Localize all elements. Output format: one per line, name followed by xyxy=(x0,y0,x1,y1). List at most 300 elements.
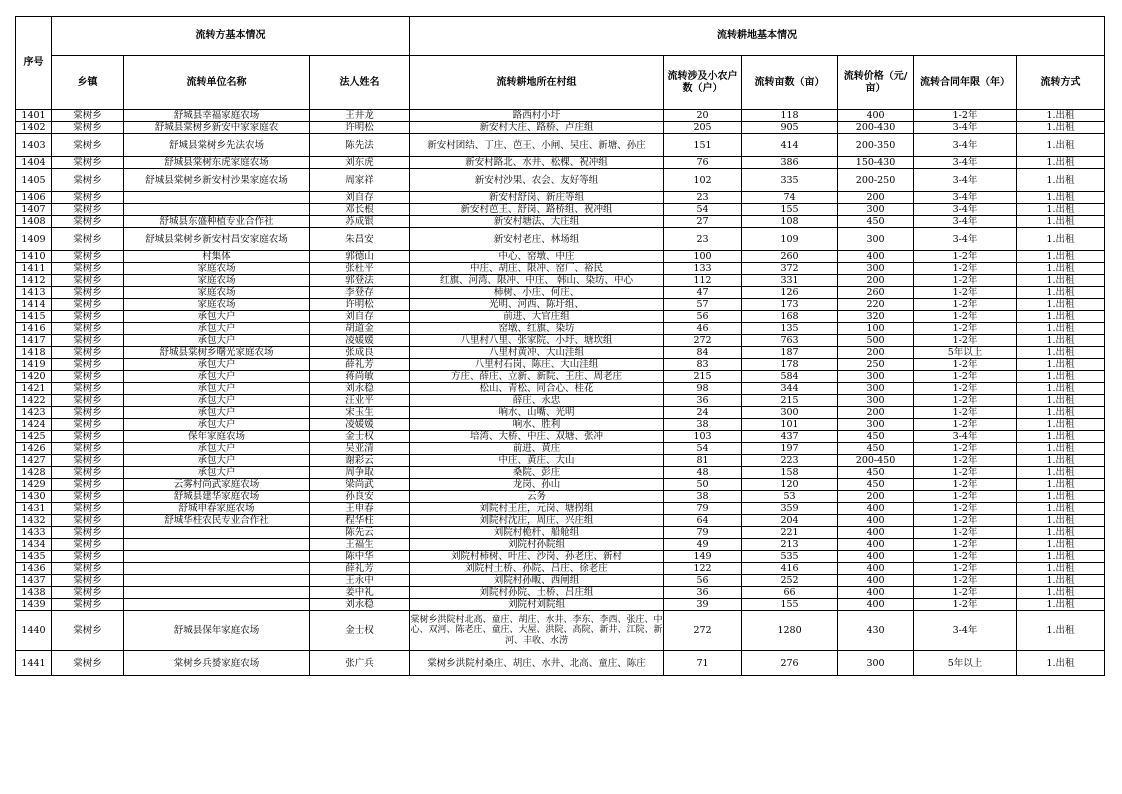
cell-method: 1.出租 xyxy=(1017,216,1105,228)
cell-village: 新安村老庄、林场组 xyxy=(410,228,664,251)
cell-price: 300 xyxy=(838,419,914,431)
cell-unit: 承包大户 xyxy=(124,323,310,335)
cell-price: 400 xyxy=(838,563,914,575)
cell-village: 八里村石岗、陈庄、大山洼组 xyxy=(410,359,664,371)
cell-unit: 舒城县幸福家庭农场 xyxy=(124,110,310,122)
cell-legal: 刘自存 xyxy=(310,192,410,204)
cell-legal: 张成良 xyxy=(310,347,410,359)
cell-households: 103 xyxy=(664,431,742,443)
cell-area: 344 xyxy=(742,383,838,395)
cell-village: 响水、胜利 xyxy=(410,419,664,431)
cell-village: 培湾、大桥、中庄、双塘、张冲 xyxy=(410,431,664,443)
cell-term: 1-2年 xyxy=(914,299,1017,311)
cell-village: 响水、山嘴、光明 xyxy=(410,407,664,419)
cell-method: 1.出租 xyxy=(1017,110,1105,122)
cell-term: 1-2年 xyxy=(914,551,1017,563)
cell-price: 200 xyxy=(838,347,914,359)
cell-households: 23 xyxy=(664,228,742,251)
cell-households: 27 xyxy=(664,216,742,228)
table-row xyxy=(16,204,1105,216)
cell-area: 126 xyxy=(742,287,838,299)
cell-seq: 1441 xyxy=(16,651,52,676)
cell-area: 1280 xyxy=(742,611,838,651)
cell-method: 1.出租 xyxy=(1017,611,1105,651)
cell-legal: 刘东虎 xyxy=(310,157,410,169)
cell-method: 1.出租 xyxy=(1017,599,1105,611)
col-header-price: 流转价格（元/亩） xyxy=(838,56,914,110)
cell-households: 56 xyxy=(664,575,742,587)
table-row xyxy=(16,611,1105,651)
cell-unit: 承包大户 xyxy=(124,311,310,323)
cell-term: 3-4年 xyxy=(914,431,1017,443)
cell-legal: 王福生 xyxy=(310,539,410,551)
cell-area: 204 xyxy=(742,515,838,527)
group-header-party: 流转方基本情况 xyxy=(52,17,410,56)
cell-households: 205 xyxy=(664,122,742,134)
cell-term: 1-2年 xyxy=(914,467,1017,479)
cell-price: 320 xyxy=(838,311,914,323)
table-row xyxy=(16,287,1105,299)
cell-area: 120 xyxy=(742,479,838,491)
cell-price: 400 xyxy=(838,503,914,515)
table-row xyxy=(16,563,1105,575)
cell-village: 龙岗、孙山 xyxy=(410,479,664,491)
cell-seq: 1419 xyxy=(16,359,52,371)
table-row xyxy=(16,443,1105,455)
cell-legal: 胡道金 xyxy=(310,323,410,335)
cell-households: 79 xyxy=(664,503,742,515)
table-row xyxy=(16,122,1105,134)
cell-unit: 舒城县保年家庭农场 xyxy=(124,611,310,651)
cell-method: 1.出租 xyxy=(1017,204,1105,216)
cell-method: 1.出租 xyxy=(1017,228,1105,251)
cell-area: 584 xyxy=(742,371,838,383)
cell-town: 棠树乡 xyxy=(52,527,124,539)
cell-village: 刘院村沈庄，周庄、兴庄组 xyxy=(410,515,664,527)
cell-unit: 承包大户 xyxy=(124,395,310,407)
table-row xyxy=(16,192,1105,204)
table-row xyxy=(16,263,1105,275)
cell-area: 763 xyxy=(742,335,838,347)
cell-method: 1.出租 xyxy=(1017,347,1105,359)
table-row xyxy=(16,347,1105,359)
cell-village: 路西村小圩 xyxy=(410,110,664,122)
cell-town: 棠树乡 xyxy=(52,335,124,347)
cell-village: 中庄、胡庄、限冲、窑厂、裕民 xyxy=(410,263,664,275)
cell-seq: 1424 xyxy=(16,419,52,431)
cell-town: 棠树乡 xyxy=(52,587,124,599)
cell-method: 1.出租 xyxy=(1017,479,1105,491)
cell-term: 1-2年 xyxy=(914,395,1017,407)
cell-legal: 凌媛媛 xyxy=(310,419,410,431)
table-row xyxy=(16,587,1105,599)
cell-area: 437 xyxy=(742,431,838,443)
cell-method: 1.出租 xyxy=(1017,431,1105,443)
table-row xyxy=(16,134,1105,157)
cell-village: 方庄、薛庄、立新、新院、王庄、周老庄 xyxy=(410,371,664,383)
cell-households: 38 xyxy=(664,491,742,503)
cell-price: 300 xyxy=(838,651,914,676)
cell-unit: 舒城县建华家庭农场 xyxy=(124,491,310,503)
cell-households: 54 xyxy=(664,204,742,216)
cell-unit xyxy=(124,192,310,204)
col-header-households: 流转涉及小农户数（户） xyxy=(664,56,742,110)
cell-method: 1.出租 xyxy=(1017,443,1105,455)
cell-area: 300 xyxy=(742,407,838,419)
cell-seq: 1429 xyxy=(16,479,52,491)
cell-area: 118 xyxy=(742,110,838,122)
cell-seq: 1439 xyxy=(16,599,52,611)
cell-area: 158 xyxy=(742,467,838,479)
table-row xyxy=(16,407,1105,419)
cell-method: 1.出租 xyxy=(1017,515,1105,527)
cell-village: 新安村路北、水井、松棵、祝冲组 xyxy=(410,157,664,169)
cell-seq: 1401 xyxy=(16,110,52,122)
cell-legal: 梁尚武 xyxy=(310,479,410,491)
table-row xyxy=(16,455,1105,467)
cell-legal: 凌媛媛 xyxy=(310,335,410,347)
cell-unit: 承包大户 xyxy=(124,455,310,467)
cell-method: 1.出租 xyxy=(1017,263,1105,275)
cell-legal: 蒋尚敏 xyxy=(310,371,410,383)
cell-term: 5年以上 xyxy=(914,347,1017,359)
cell-legal: 苏成银 xyxy=(310,216,410,228)
col-header-term: 流转合同年限（年） xyxy=(914,56,1017,110)
cell-term: 1-2年 xyxy=(914,575,1017,587)
cell-term: 1-2年 xyxy=(914,479,1017,491)
cell-seq: 1438 xyxy=(16,587,52,599)
cell-households: 49 xyxy=(664,539,742,551)
cell-households: 20 xyxy=(664,110,742,122)
col-header-seq: 序号 xyxy=(16,17,52,110)
cell-seq: 1414 xyxy=(16,299,52,311)
cell-area: 223 xyxy=(742,455,838,467)
cell-seq: 1408 xyxy=(16,216,52,228)
cell-legal: 吴亚清 xyxy=(310,443,410,455)
cell-seq: 1416 xyxy=(16,323,52,335)
cell-method: 1.出租 xyxy=(1017,539,1105,551)
cell-method: 1.出租 xyxy=(1017,323,1105,335)
cell-village: 棠树乡洪院村北高、童庄、胡庄、水井、李东、李西、张庄、中心、双河、陈老庄、童庄、大屋、洪院、高院、新井、江院、新河、丰收、水涝 xyxy=(410,611,664,651)
cell-legal: 孙良安 xyxy=(310,491,410,503)
cell-seq: 1404 xyxy=(16,157,52,169)
table-row xyxy=(16,575,1105,587)
cell-legal: 汪业平 xyxy=(310,395,410,407)
cell-price: 300 xyxy=(838,371,914,383)
cell-unit xyxy=(124,551,310,563)
cell-households: 36 xyxy=(664,395,742,407)
cell-town: 棠树乡 xyxy=(52,515,124,527)
cell-unit: 承包大户 xyxy=(124,443,310,455)
cell-price: 200 xyxy=(838,192,914,204)
cell-unit: 承包大户 xyxy=(124,371,310,383)
cell-term: 5年以上 xyxy=(914,651,1017,676)
table-row xyxy=(16,216,1105,228)
cell-town: 棠树乡 xyxy=(52,275,124,287)
cell-seq: 1417 xyxy=(16,335,52,347)
cell-households: 100 xyxy=(664,251,742,263)
cell-unit: 承包大户 xyxy=(124,419,310,431)
cell-town: 棠树乡 xyxy=(52,599,124,611)
group-header-land: 流转耕地基本情况 xyxy=(410,17,1105,56)
cell-area: 276 xyxy=(742,651,838,676)
cell-town: 棠树乡 xyxy=(52,216,124,228)
cell-area: 414 xyxy=(742,134,838,157)
cell-legal: 金士权 xyxy=(310,431,410,443)
cell-area: 53 xyxy=(742,491,838,503)
cell-unit xyxy=(124,599,310,611)
cell-town: 棠树乡 xyxy=(52,122,124,134)
table-row xyxy=(16,651,1105,676)
col-header-area: 流转亩数（亩） xyxy=(742,56,838,110)
cell-price: 400 xyxy=(838,599,914,611)
cell-legal: 朱昌安 xyxy=(310,228,410,251)
cell-area: 108 xyxy=(742,216,838,228)
cell-legal: 程华柱 xyxy=(310,515,410,527)
cell-legal: 王申春 xyxy=(310,503,410,515)
cell-seq: 1403 xyxy=(16,134,52,157)
cell-seq: 1427 xyxy=(16,455,52,467)
cell-seq: 1421 xyxy=(16,383,52,395)
cell-seq: 1432 xyxy=(16,515,52,527)
cell-town: 棠树乡 xyxy=(52,611,124,651)
cell-term: 1-2年 xyxy=(914,383,1017,395)
cell-area: 335 xyxy=(742,169,838,192)
cell-seq: 1437 xyxy=(16,575,52,587)
cell-price: 450 xyxy=(838,216,914,228)
cell-term: 1-2年 xyxy=(914,407,1017,419)
cell-households: 56 xyxy=(664,311,742,323)
cell-term: 1-2年 xyxy=(914,599,1017,611)
cell-households: 46 xyxy=(664,323,742,335)
table-row xyxy=(16,371,1105,383)
cell-seq: 1428 xyxy=(16,467,52,479)
cell-legal: 许明松 xyxy=(310,122,410,134)
cell-legal: 李登存 xyxy=(310,287,410,299)
cell-village: 新安村塘法、大庄组 xyxy=(410,216,664,228)
cell-method: 1.出租 xyxy=(1017,275,1105,287)
cell-unit: 舒城县棠树乡曙光家庭农场 xyxy=(124,347,310,359)
cell-seq: 1440 xyxy=(16,611,52,651)
cell-term: 1-2年 xyxy=(914,539,1017,551)
cell-town: 棠树乡 xyxy=(52,311,124,323)
cell-price: 450 xyxy=(838,479,914,491)
cell-legal: 刘自存 xyxy=(310,311,410,323)
cell-method: 1.出租 xyxy=(1017,192,1105,204)
cell-village: 棠树乡洪院村桑庄、胡庄、水井、北高、童庄、陈庄 xyxy=(410,651,664,676)
cell-households: 149 xyxy=(664,551,742,563)
cell-households: 81 xyxy=(664,455,742,467)
cell-term: 3-4年 xyxy=(914,204,1017,216)
cell-seq: 1411 xyxy=(16,263,52,275)
cell-price: 400 xyxy=(838,539,914,551)
cell-legal: 邓长根 xyxy=(310,204,410,216)
cell-village: 刘院村刘院组 xyxy=(410,599,664,611)
cell-town: 棠树乡 xyxy=(52,299,124,311)
cell-price: 400 xyxy=(838,515,914,527)
cell-households: 112 xyxy=(664,275,742,287)
cell-town: 棠树乡 xyxy=(52,228,124,251)
cell-seq: 1405 xyxy=(16,169,52,192)
cell-method: 1.出租 xyxy=(1017,551,1105,563)
cell-price: 200-450 xyxy=(838,455,914,467)
cell-area: 135 xyxy=(742,323,838,335)
cell-unit: 承包大户 xyxy=(124,335,310,347)
cell-town: 棠树乡 xyxy=(52,503,124,515)
cell-village: 光明、河西、陈圩组、 xyxy=(410,299,664,311)
cell-unit: 家庭农场 xyxy=(124,287,310,299)
cell-village: 中庄、黄庄、大山 xyxy=(410,455,664,467)
cell-town: 棠树乡 xyxy=(52,407,124,419)
cell-unit xyxy=(124,575,310,587)
cell-town: 棠树乡 xyxy=(52,287,124,299)
land-transfer-sheet xyxy=(15,16,1104,676)
cell-term: 1-2年 xyxy=(914,503,1017,515)
cell-legal: 郭德山 xyxy=(310,251,410,263)
cell-seq: 1409 xyxy=(16,228,52,251)
cell-town: 棠树乡 xyxy=(52,371,124,383)
cell-unit: 承包大户 xyxy=(124,407,310,419)
cell-village: 八里村八里、张家院、小圩、塘坎组 xyxy=(410,335,664,347)
cell-village: 新安村沙果、农会、友好等组 xyxy=(410,169,664,192)
cell-price: 150-430 xyxy=(838,157,914,169)
cell-households: 79 xyxy=(664,527,742,539)
cell-households: 36 xyxy=(664,587,742,599)
cell-village: 八里村黄冲、大山洼组 xyxy=(410,347,664,359)
cell-price: 450 xyxy=(838,467,914,479)
col-header-unit: 流转单位名称 xyxy=(124,56,310,110)
cell-method: 1.出租 xyxy=(1017,299,1105,311)
cell-village: 刘院村桅杆、船舱组 xyxy=(410,527,664,539)
cell-price: 400 xyxy=(838,251,914,263)
cell-households: 38 xyxy=(664,419,742,431)
cell-term: 3-4年 xyxy=(914,228,1017,251)
cell-town: 棠树乡 xyxy=(52,431,124,443)
cell-term: 1-2年 xyxy=(914,455,1017,467)
cell-seq: 1422 xyxy=(16,395,52,407)
col-header-town: 乡镇 xyxy=(52,56,124,110)
cell-method: 1.出租 xyxy=(1017,455,1105,467)
cell-village: 新安村芭王、舒岗、路桥组、祝冲组 xyxy=(410,204,664,216)
cell-town: 棠树乡 xyxy=(52,192,124,204)
cell-households: 102 xyxy=(664,169,742,192)
cell-seq: 1407 xyxy=(16,204,52,216)
cell-village: 刘院村孙院组 xyxy=(410,539,664,551)
cell-town: 棠树乡 xyxy=(52,419,124,431)
col-header-method: 流转方式 xyxy=(1017,56,1105,110)
cell-seq: 1433 xyxy=(16,527,52,539)
cell-price: 300 xyxy=(838,263,914,275)
cell-term: 1-2年 xyxy=(914,323,1017,335)
cell-price: 200 xyxy=(838,491,914,503)
cell-method: 1.出租 xyxy=(1017,563,1105,575)
table-row xyxy=(16,157,1105,169)
table-row xyxy=(16,599,1105,611)
cell-town: 棠树乡 xyxy=(52,169,124,192)
cell-village: 云务 xyxy=(410,491,664,503)
cell-unit: 家庭农场 xyxy=(124,263,310,275)
cell-seq: 1435 xyxy=(16,551,52,563)
cell-price: 250 xyxy=(838,359,914,371)
cell-town: 棠树乡 xyxy=(52,347,124,359)
cell-village: 松山、青松、同合心、桂花 xyxy=(410,383,664,395)
cell-households: 76 xyxy=(664,157,742,169)
cell-price: 300 xyxy=(838,383,914,395)
cell-village: 桑院、彭庄 xyxy=(410,467,664,479)
cell-area: 173 xyxy=(742,299,838,311)
cell-households: 215 xyxy=(664,371,742,383)
cell-town: 棠树乡 xyxy=(52,263,124,275)
cell-seq: 1418 xyxy=(16,347,52,359)
cell-area: 66 xyxy=(742,587,838,599)
cell-town: 棠树乡 xyxy=(52,251,124,263)
cell-legal: 陈中华 xyxy=(310,551,410,563)
cell-area: 416 xyxy=(742,563,838,575)
cell-method: 1.出租 xyxy=(1017,359,1105,371)
cell-unit xyxy=(124,527,310,539)
cell-town: 棠树乡 xyxy=(52,204,124,216)
cell-legal: 陈先云 xyxy=(310,527,410,539)
cell-seq: 1406 xyxy=(16,192,52,204)
cell-seq: 1410 xyxy=(16,251,52,263)
cell-unit: 舒城华柱农民专业合作社 xyxy=(124,515,310,527)
cell-households: 54 xyxy=(664,443,742,455)
cell-households: 57 xyxy=(664,299,742,311)
cell-area: 221 xyxy=(742,527,838,539)
cell-area: 535 xyxy=(742,551,838,563)
cell-town: 棠树乡 xyxy=(52,359,124,371)
cell-town: 棠树乡 xyxy=(52,491,124,503)
cell-households: 133 xyxy=(664,263,742,275)
cell-price: 200 xyxy=(838,275,914,287)
cell-legal: 刘永稳 xyxy=(310,383,410,395)
cell-legal: 谢彩云 xyxy=(310,455,410,467)
cell-town: 棠树乡 xyxy=(52,539,124,551)
cell-area: 260 xyxy=(742,251,838,263)
cell-term: 3-4年 xyxy=(914,134,1017,157)
table-row xyxy=(16,431,1105,443)
table-body xyxy=(16,110,1105,676)
cell-term: 1-2年 xyxy=(914,335,1017,347)
cell-village: 新安村大庄、路桥、卢庄组 xyxy=(410,122,664,134)
cell-price: 200-250 xyxy=(838,169,914,192)
cell-price: 260 xyxy=(838,287,914,299)
cell-term: 3-4年 xyxy=(914,157,1017,169)
cell-village: 红旗、河湾、限冲、中庄、 韩山、染坊、中心 xyxy=(410,275,664,287)
table-row xyxy=(16,467,1105,479)
table-row xyxy=(16,551,1105,563)
cell-seq: 1431 xyxy=(16,503,52,515)
cell-method: 1.出租 xyxy=(1017,419,1105,431)
cell-price: 500 xyxy=(838,335,914,347)
table-row xyxy=(16,228,1105,251)
cell-price: 400 xyxy=(838,527,914,539)
cell-area: 386 xyxy=(742,157,838,169)
table-row xyxy=(16,359,1105,371)
cell-legal: 周争取 xyxy=(310,467,410,479)
cell-seq: 1425 xyxy=(16,431,52,443)
header-row-columns xyxy=(16,56,1105,110)
cell-households: 84 xyxy=(664,347,742,359)
cell-seq: 1412 xyxy=(16,275,52,287)
table-row xyxy=(16,395,1105,407)
cell-legal: 陈先法 xyxy=(310,134,410,157)
cell-area: 187 xyxy=(742,347,838,359)
cell-method: 1.出租 xyxy=(1017,169,1105,192)
cell-unit: 棠树乡兵赟家庭农场 xyxy=(124,651,310,676)
cell-village: 新安村舒岗、新庄等组 xyxy=(410,192,664,204)
cell-seq: 1402 xyxy=(16,122,52,134)
